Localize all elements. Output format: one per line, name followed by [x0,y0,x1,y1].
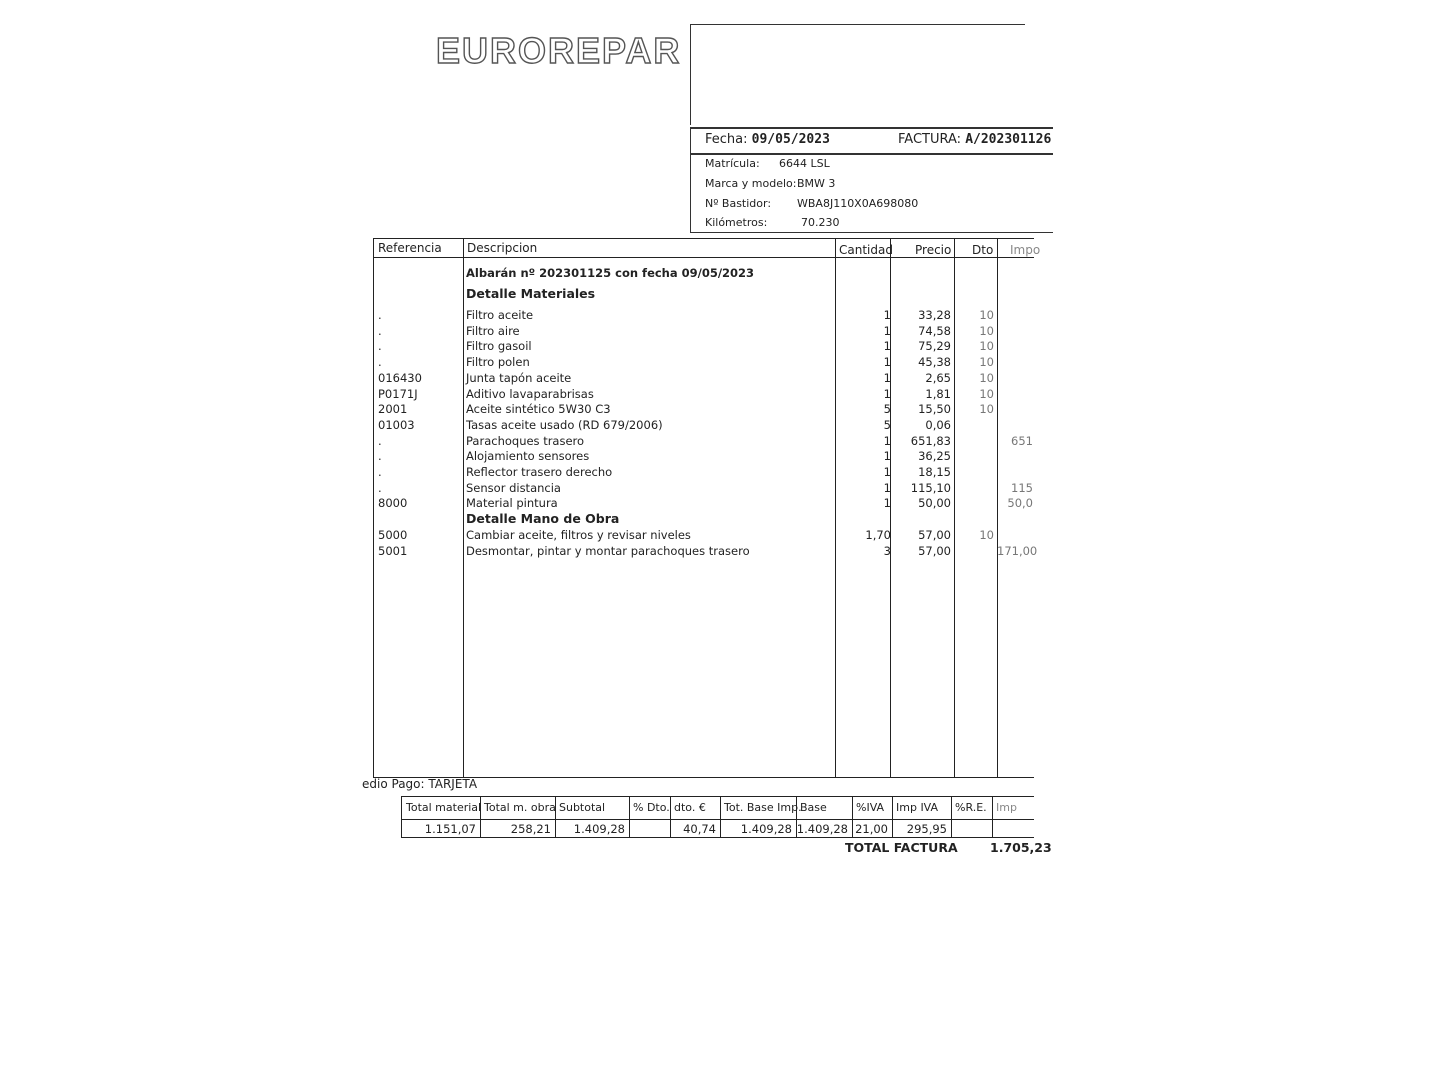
col-precio: Precio [915,243,952,257]
material-row-ref: . [378,308,382,322]
material-row-qty: 1 [883,370,891,385]
labor-row-desc: Cambiar aceite, filtros y revisar niveles [466,528,691,542]
totals-value: 295,95 [906,822,947,836]
totals-header: Imp [996,801,1017,814]
material-row-dto: 10 [979,402,994,417]
totals-header: %IVA [856,801,885,814]
customer-address-box [690,24,1025,125]
material-row-desc: Junta tapón aceite [466,370,572,385]
material-row-ref: 2001 [378,402,408,417]
material-row-desc: Sensor distancia [466,480,561,495]
km-label: Kilómetros: [705,216,768,229]
material-row-desc: Filtro aceite [466,308,534,322]
section-labor: Detalle Mano de Obra [466,511,620,526]
totals-value: 258,21 [510,822,551,836]
material-row-price: 651,83 [910,433,951,448]
totals-value: 1.409,28 [573,822,625,836]
labor-row-price: 57,00 [918,528,951,542]
material-row-qty: 5 [883,402,891,417]
col-importe: Impo [1010,243,1041,257]
bastidor-label: Nº Bastidor: [705,197,772,210]
totals-header: Subtotal [559,801,606,814]
material-row-qty: 1 [883,308,891,322]
totals-header: Base [800,801,827,814]
total-factura-value: 1.705,23 [990,840,1052,855]
col-referencia: Referencia [378,241,442,255]
totals-value: 1.151,07 [424,822,476,836]
totals-header: dto. € [674,801,706,814]
material-row-qty: 1 [883,323,891,338]
labor-row-ref: 5001 [378,543,408,558]
material-row-price: 45,38 [918,355,951,370]
labor-row-desc: Desmontar, pintar y montar parachoques trasero [466,543,750,558]
material-row-ref: 01003 [378,417,415,432]
material-row-desc: Alojamiento sensores [466,449,590,464]
material-row-ref: . [378,355,382,370]
totals-header: Tot. Base Imp. [724,801,802,814]
labor-row-ref: 5000 [378,528,408,542]
material-row-dto: 10 [979,339,994,354]
totals-value: 1.409,28 [796,822,848,836]
col-cantidad: Cantidad [839,243,893,257]
totals-value: 40,74 [683,822,716,836]
material-row-ref: . [378,449,382,464]
material-row-price: 115,10 [910,480,951,495]
labor-row-imp: 171,00 [997,543,1038,558]
material-row-qty: 1 [883,449,891,464]
material-row-price: 18,15 [918,465,951,479]
material-row-desc: Aceite sintético 5W30 C3 [466,402,611,417]
invoice-date: Fecha: 09/05/2023 [705,132,830,147]
material-row-dto: 10 [979,323,994,338]
material-row-qty: 1 [883,386,891,401]
totals-header: % Dto. [633,801,670,814]
material-row-price: 1,81 [925,386,951,401]
material-row-desc: Material pintura [466,496,558,511]
matricula-value: 6644 LSL [779,157,830,170]
material-row-price: 15,50 [918,402,951,417]
material-row-price: 2,65 [925,370,951,385]
bastidor-value: WBA8J110X0A698080 [797,197,919,210]
material-row-qty: 1 [883,480,891,495]
eurorepar-logo: EUROREPAR [436,30,682,71]
material-row-desc: Parachoques trasero [466,433,585,448]
labor-row-qty: 3 [883,543,891,558]
labor-row-qty: 1,70 [865,528,891,542]
total-factura-label: TOTAL FACTURA [845,840,958,855]
material-row-qty: 1 [883,355,891,370]
invoice-date-value: 09/05/2023 [751,132,830,147]
totals-value: 21,00 [855,822,888,836]
material-row-desc: Aditivo lavaparabrisas [466,386,594,401]
material-row-dto: 10 [979,308,994,322]
material-row-price: 75,29 [918,339,951,354]
col-descripcion: Descripcion [467,241,538,255]
material-row-ref: . [378,339,382,354]
invoice-header-bar [690,127,1053,155]
material-row-price: 33,28 [918,308,951,322]
material-row-desc: Filtro polen [466,355,530,370]
matricula-label: Matrícula: [705,157,760,170]
totals-header: Imp IVA [896,801,939,814]
material-row-ref: P0171J [378,386,418,401]
material-row-qty: 1 [883,496,891,511]
material-row-price: 74,58 [918,323,951,338]
material-row-ref: . [378,433,382,448]
material-row-desc: Tasas aceite usado (RD 679/2006) [466,417,663,432]
labor-row-price: 57,00 [918,543,951,558]
material-row-qty: 1 [883,339,891,354]
invoice-lines-table [373,238,1041,778]
totals-table [401,796,1034,838]
albaran-line: Albarán nº 202301125 con fecha 09/05/2023 [466,266,755,280]
col-dto: Dto [972,243,994,257]
material-row-ref: . [378,465,382,479]
material-row-ref: . [378,323,382,338]
section-materials: Detalle Materiales [466,286,596,301]
material-row-dto: 10 [979,370,994,385]
material-row-desc: Filtro aire [466,323,520,338]
material-row-imp: 50,0 [1007,496,1033,511]
vehicle-info [690,153,1053,233]
km-value: 70.230 [801,216,840,229]
material-row-imp: 115 [1011,480,1033,495]
material-row-desc: Filtro gasoil [466,339,532,354]
totals-value: 1.409,28 [740,822,792,836]
payment-method: edio Pago: TARJETA [362,777,478,791]
material-row-price: 36,25 [918,449,951,464]
invoice-number-value: A/202301126 [965,132,1052,147]
labor-row-dto: 10 [979,528,994,542]
material-row-price: 0,06 [925,417,951,432]
marca-label: Marca y modelo: [705,177,797,190]
material-row-ref: 016430 [378,370,422,385]
totals-header: Total m. obra [484,801,556,814]
invoice-number: FACTURA: A/202301126 [898,132,1052,147]
marca-value: BMW 3 [797,177,836,190]
material-row-price: 50,00 [918,496,951,511]
material-row-ref: . [378,480,382,495]
totals-header: Total material [406,801,482,814]
material-row-desc: Reflector trasero derecho [466,465,613,479]
material-row-ref: 8000 [378,496,408,511]
material-row-dto: 10 [979,355,994,370]
material-row-imp: 651 [1011,433,1033,448]
material-row-qty: 5 [883,417,891,432]
material-row-dto: 10 [979,386,994,401]
material-row-qty: 1 [883,465,891,479]
totals-header: %R.E. [955,801,987,814]
material-row-qty: 1 [883,433,891,448]
